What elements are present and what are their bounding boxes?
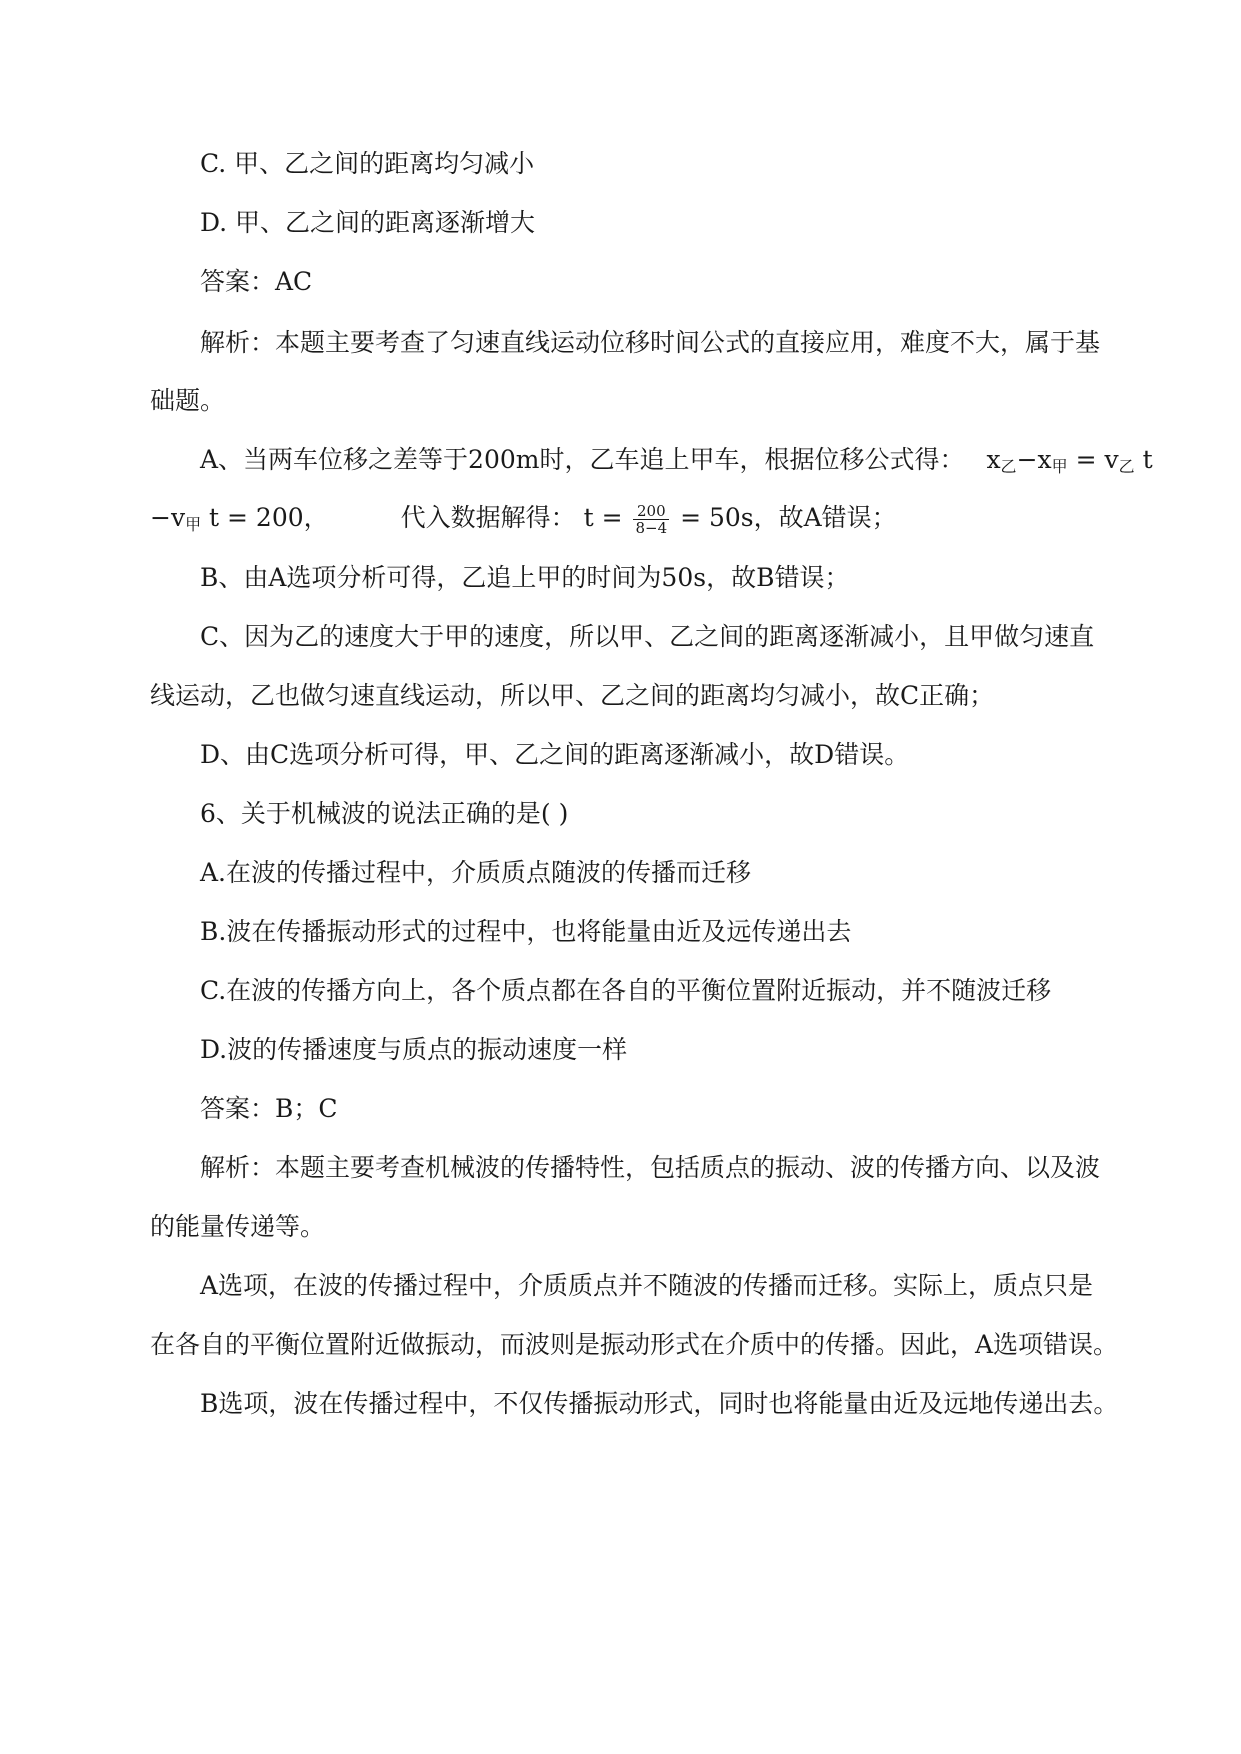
analysis-line: 解析：本题主要考查机械波的传播特性，包括质点的振动、波的传播方向、以及波 [200,1153,1101,1182]
formula-expression: $x_乙-x_甲 = v_乙$ t [986,445,1153,476]
formula-result: = 50s，故A错误； [680,503,897,532]
formula-solve-text: 代入数据解得： [400,503,576,532]
analysis-line: 线运动，乙也做匀速直线运动，所以甲、乙之间的距离均匀减小，故C正确； [150,681,995,710]
fraction-numerator: 200 [633,503,669,520]
option-b-line: B.波在传播振动形式的过程中，也将能量由近及远传递出去 [200,917,852,946]
option-d-line: D. 甲、乙之间的距离逐渐增大 [200,208,536,237]
option-c-line: C. 甲、乙之间的距离均匀减小 [200,149,535,178]
analysis-line: B、由A选项分析可得，乙追上甲的时间为50s，故B错误； [200,563,850,592]
analysis-line: B选项，波在传播过程中，不仅传播振动形式，同时也将能量由近及远地传递出去。 [200,1389,1119,1418]
answer-line: 答案：B；C [200,1094,338,1123]
analysis-line: A选项，在波的传播过程中，介质质点并不随波的传播而迁移。实际上，质点只是 [200,1271,1094,1300]
analysis-line: 础题。 [150,386,226,415]
question-line: 6、关于机械波的说法正确的是( ) [200,799,569,828]
analysis-line: 在各自的平衡位置附近做振动，而波则是振动形式在介质中的传播。因此，A选项错误。 [150,1330,1119,1359]
analysis-line: 解析：本题主要考查了匀速直线运动位移时间公式的直接应用，难度不大，属于基 [200,328,1101,357]
formula-line [150,502,897,541]
formula-line [200,444,1153,483]
analysis-line: 的能量传递等。 [150,1212,326,1241]
answer-line: 答案：AC [200,267,313,296]
analysis-line: C、因为乙的速度大于甲的速度，所以甲、乙之间的距离逐渐减小，且甲做匀速直 [200,622,1095,651]
formula-expression: $-v_甲$ t = 200， [150,503,329,534]
fraction-denominator: 8−4 [635,519,668,537]
formula-t-equals: t = [583,503,623,532]
option-a-line: A.在波的传播过程中，介质质点随波的传播而迁移 [200,858,752,887]
option-c-line: C.在波的传播方向上，各个质点都在各自的平衡位置附近振动，并不随波迁移 [200,976,1052,1005]
option-d-line: D.波的传播速度与质点的振动速度一样 [200,1035,628,1064]
formula-intro: A、当两车位移之差等于200m时，乙车追上甲车，根据位移公式得： [200,445,965,474]
analysis-line: D、由C选项分析可得，甲、乙之间的距离逐渐减小，故D错误。 [200,740,910,769]
fraction [633,503,669,536]
